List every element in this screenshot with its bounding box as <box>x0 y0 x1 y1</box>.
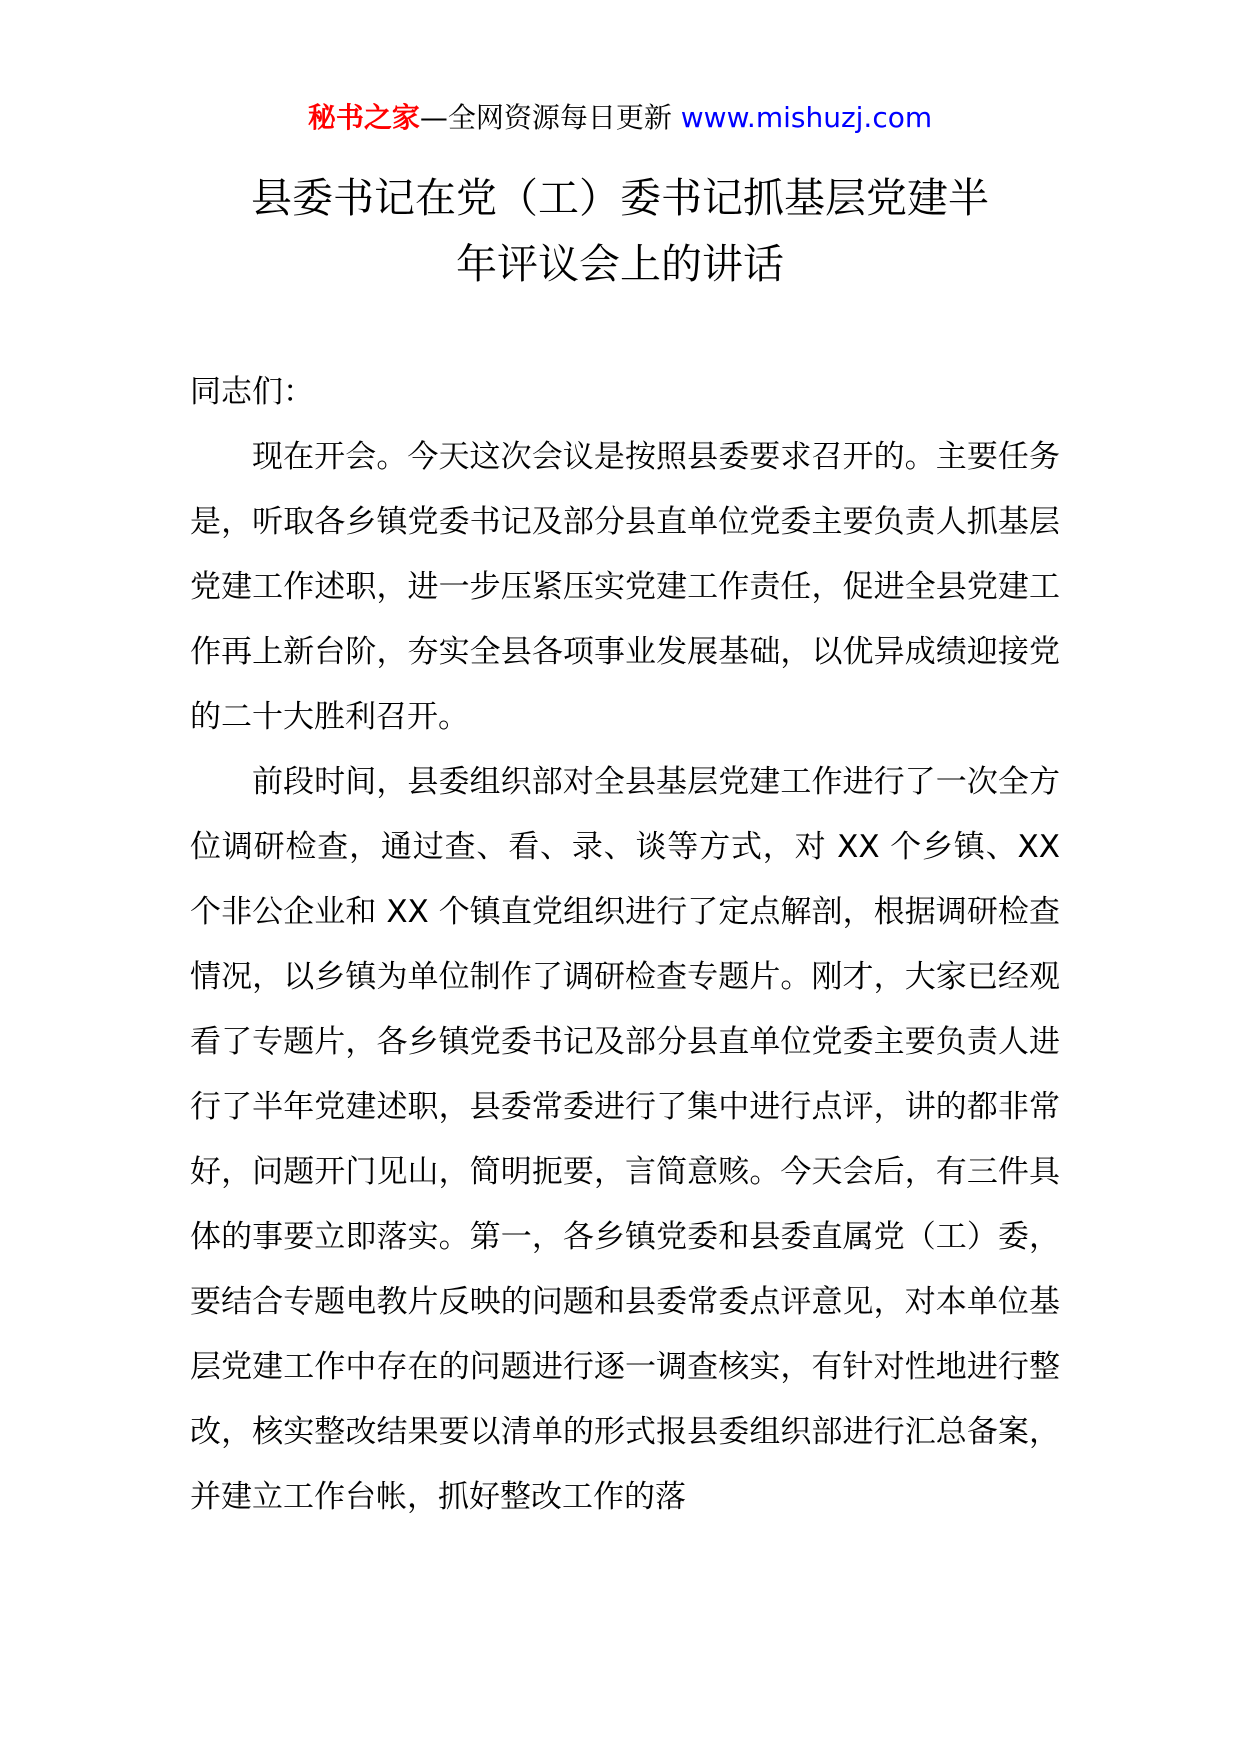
body-paragraph-1: 现在开会。今天这次会议是按照县委要求召开的。主要任务是，听取各乡镇党委书记及部分县直单位党委主要负责人抓基层党建工作述职，进一步压紧压实党建工作责任，促进全县党建工作再上新台阶，夯实全县各项事业发展基础，以优异成绩迎接党的二十大胜利召开。 <box>190 439 1060 735</box>
site-header <box>0 98 1240 138</box>
salutation: 同志们： <box>190 374 314 410</box>
title-line-1: 县委书记在党（工）委书记抓基层党建半 <box>251 174 989 222</box>
header-tagline: —全网资源每日更新 <box>419 101 681 134</box>
document-title <box>0 165 1240 297</box>
body-paragraph-2: 前段时间，县委组织部对全县基层党建工作进行了一次全方位调研检查，通过查、看、录、谈等方式，对 XX 个乡镇、XX 个非公企业和 XX 个镇直党组织进行了定点解剖，根据调研检查情况，以乡镇为单位制作了调研检查专题片。刚才，大家已经观看了专题片，各乡镇党委书记及部分县直单位党委主要负责人进行了半年党建述职，县委常委进行了集中进行点评，讲的都非常好，问题开门见山，简明扼要，言简意赅。今天会后，有三件具体的事要立即落实。第一，各乡镇党委和县委直属党（工）委，要结合专题电教片反映的问题和县委常委点评意见，对本单位基层党建工作中存在的问题进行逐一调查核实，有针对性地进行整改，核实整改结果要以清单的形式报县委组织部进行汇总备案，并建立工作台帐，抓好整改工作的落 <box>190 764 1060 1515</box>
site-url-link[interactable]: www.mishuzj.com <box>680 101 933 134</box>
document-body <box>190 360 1060 1530</box>
brand-name: 秘书之家 <box>307 101 420 134</box>
title-line-2: 年评议会上的讲话 <box>456 240 784 288</box>
